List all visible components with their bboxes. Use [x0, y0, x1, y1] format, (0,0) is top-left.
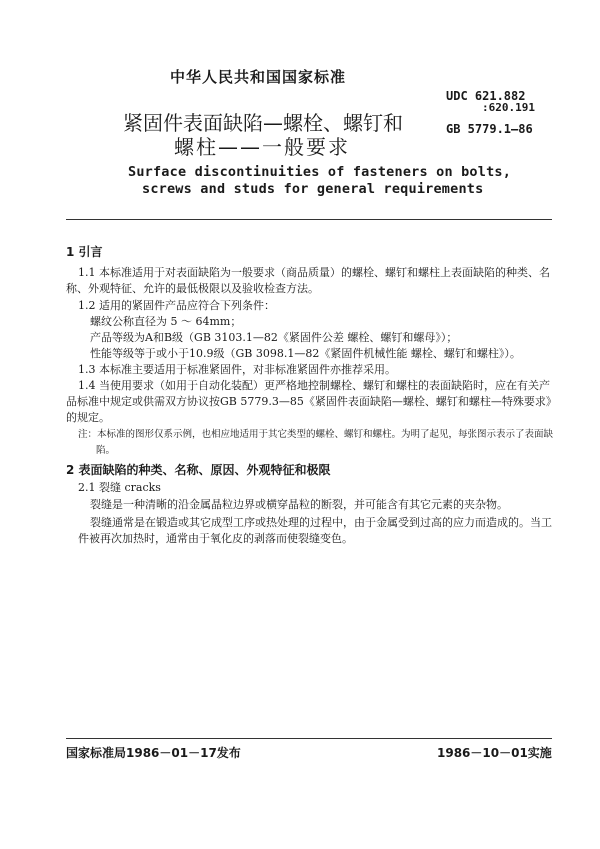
- gb-code: GB 5779.1—86: [446, 122, 533, 136]
- udc-code-line1: UDC 621.882: [446, 89, 526, 103]
- standard-title: 中华人民共和国国家标准: [170, 68, 347, 86]
- clause-1-2-item-c: 性能等级等于或小于10.9级（GB 3098.1—82《紧固件机械性能 螺栓、螺钉和螺柱》）。: [90, 347, 521, 360]
- clause-1-3: 1.3 本标准主要适用于标准紧固件，对非标准紧固件亦推荐采用。: [78, 363, 396, 376]
- clause-2-1: 2.1 裂缝 cracks: [78, 481, 161, 494]
- clause-1-2-item-a: 螺纹公称直径为 5 ～ 64mm；: [90, 315, 242, 328]
- section1-heading: 1 引言: [66, 245, 103, 259]
- section2-heading: 2 表面缺陷的种类、名称、原因、外观特征和极限: [66, 463, 331, 477]
- english-title-line2: screws and studs for general requirements: [142, 181, 484, 197]
- note-line1: 注：本标准的图形仅系示例，也相应地适用于其它类型的螺栓、螺钉和螺柱。为明了起见，每张图示表示了表面缺: [78, 429, 554, 440]
- issue-date: 国家标准局1986－01－17发布: [66, 746, 241, 760]
- clause-2-1-definition: 裂缝是一种清晰的沿金属晶粒边界或横穿晶粒的断裂，并可能含有其它元素的夹杂物。: [90, 498, 508, 511]
- effective-date: 1986－10－01实施: [437, 746, 552, 760]
- udc-code-line2: :620.191: [482, 101, 535, 114]
- clause-2-1-cause: 裂缝通常是在锻造或其它成型工序或热处理的过程中，由于金属受到过高的应力而造成的。当工: [90, 516, 552, 529]
- header-divider: [66, 219, 552, 220]
- clause-1-1-cont: 称、外观特征、允许的最低极限以及验收检查方法。: [66, 282, 319, 295]
- clause-1-2-item-b: 产品等级为A和B级（GB 3103.1—82《紧固件公差 螺栓、螺钉和螺母》）；: [90, 331, 458, 344]
- footer-divider: [66, 738, 552, 739]
- clause-1-4-cont: 品标准中规定或供需双方协议按GB 5779.3—85《紧固件表面缺陷—螺栓、螺钉和螺柱—特殊要求》: [66, 395, 557, 408]
- clause-1-4-cont2: 的规定。: [66, 411, 110, 424]
- clause-2-1-cause-cont: 件被再次加热时，通常由于氧化皮的剥落而使裂缝变色。: [78, 532, 353, 545]
- clause-1-4: 1.4 当使用要求（如用于自动化装配）更严格地控制螺栓、螺钉和螺柱的表面缺陷时，应在有关产: [78, 379, 550, 392]
- note-line2: 陷。: [96, 445, 116, 456]
- chinese-title-line2: 螺柱——一般要求: [174, 135, 350, 159]
- clause-1-1: 1.1 本标准适用于对表面缺陷为一般要求（商品质量）的螺栓、螺钉和螺柱上表面缺陷的种类、名: [78, 266, 550, 279]
- chinese-title-line1: 紧固件表面缺陷—螺栓、螺钉和: [123, 111, 403, 135]
- english-title-line1: Surface discontinuities of fasteners on bolts,: [128, 164, 512, 180]
- clause-1-2: 1.2 适用的紧固件产品应符合下列条件：: [78, 299, 275, 312]
